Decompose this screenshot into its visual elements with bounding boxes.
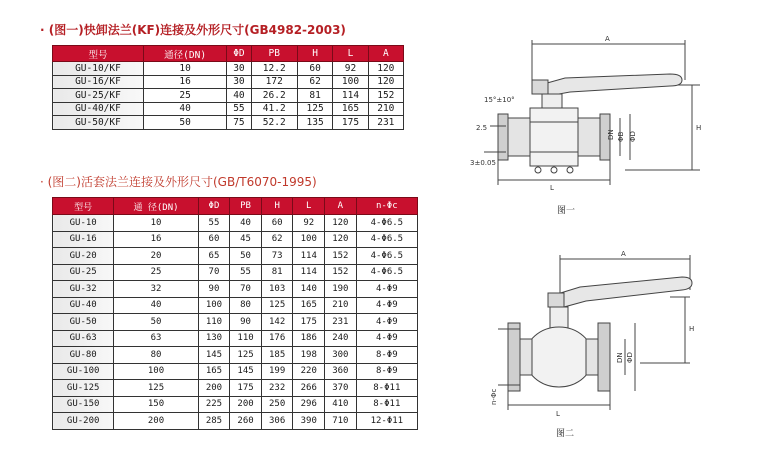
table-cell: 45 xyxy=(230,231,262,248)
table-cell: 120 xyxy=(368,75,403,89)
table-row xyxy=(53,215,418,232)
table-cell: 30 xyxy=(227,62,251,76)
table-header-row xyxy=(53,198,418,215)
table-cell: 81 xyxy=(261,264,293,281)
table-cell: 80 xyxy=(114,347,198,364)
table-cell: 220 xyxy=(293,363,325,380)
table-cell: 63 xyxy=(114,330,198,347)
table-row xyxy=(53,89,404,103)
figure1-caption: 图一 xyxy=(557,206,576,216)
table-cell: 172 xyxy=(251,75,297,89)
table-cell: 4-Φ9 xyxy=(356,314,417,331)
table-cell: 16 xyxy=(143,75,226,89)
table-cell: 142 xyxy=(261,314,293,331)
table-row xyxy=(53,281,418,298)
column-header: A xyxy=(325,198,357,215)
table-cell: 130 xyxy=(198,330,230,347)
table-cell: 114 xyxy=(333,89,368,103)
table-cell: 70 xyxy=(230,281,262,298)
table-cell: 186 xyxy=(293,330,325,347)
column-header: 通 径(DN) xyxy=(114,198,198,215)
model-cell: GU-40 xyxy=(53,297,114,314)
table-cell: 40 xyxy=(143,102,226,116)
table-cell: 100 xyxy=(198,297,230,314)
table-cell: 176 xyxy=(261,330,293,347)
table-cell: 145 xyxy=(198,347,230,364)
table-cell: 90 xyxy=(198,281,230,298)
table-cell: 12-Φ11 xyxy=(356,413,417,430)
table-cell: 145 xyxy=(230,363,262,380)
table-cell: 231 xyxy=(325,314,357,331)
table-row xyxy=(53,297,418,314)
table-cell: 41.2 xyxy=(251,102,297,116)
table-cell: 50 xyxy=(230,248,262,265)
table-cell: 125 xyxy=(261,297,293,314)
table-row xyxy=(53,264,418,281)
table-cell: 12.2 xyxy=(251,62,297,76)
model-cell: GU-50 xyxy=(53,314,114,331)
fig1-label-dim1: 2.5 xyxy=(476,124,488,132)
table-cell: 190 xyxy=(325,281,357,298)
fig1-label-dn: DN xyxy=(607,129,615,140)
table-cell: 140 xyxy=(293,281,325,298)
table-cell: 175 xyxy=(333,116,368,130)
table-row xyxy=(53,102,404,116)
fig1-label-a: A xyxy=(605,35,610,43)
table-cell: 92 xyxy=(333,62,368,76)
fig2-label-l: L xyxy=(556,410,560,418)
table-cell: 26.2 xyxy=(251,89,297,103)
table-cell: 4-Φ6.5 xyxy=(356,231,417,248)
table-cell: 306 xyxy=(261,413,293,430)
model-cell: GU-100 xyxy=(53,363,114,380)
table-cell: 285 xyxy=(198,413,230,430)
table-cell: 200 xyxy=(230,396,262,413)
table-cell: 135 xyxy=(297,116,332,130)
column-header: A xyxy=(368,46,403,62)
table-cell: 75 xyxy=(227,116,251,130)
table-cell: 266 xyxy=(293,380,325,397)
column-header: 型号 xyxy=(53,46,144,62)
table-cell: 55 xyxy=(230,264,262,281)
table-cell: 210 xyxy=(325,297,357,314)
table-cell: 390 xyxy=(293,413,325,430)
table-cell: 4-Φ9 xyxy=(356,281,417,298)
kf-flange-table xyxy=(52,45,404,130)
table-cell: 8-Φ11 xyxy=(356,380,417,397)
table-cell: 20 xyxy=(114,248,198,265)
model-cell: GU-25/KF xyxy=(53,89,144,103)
table-cell: 90 xyxy=(230,314,262,331)
table-cell: 175 xyxy=(230,380,262,397)
table-cell: 8-Φ9 xyxy=(356,363,417,380)
fig2-label-a: A xyxy=(621,250,626,258)
figure1-valve-drawing xyxy=(470,30,720,200)
table-cell: 710 xyxy=(325,413,357,430)
figure2-caption: 图二 xyxy=(556,429,575,439)
table-cell: 120 xyxy=(325,231,357,248)
table-cell: 114 xyxy=(293,264,325,281)
table-cell: 240 xyxy=(325,330,357,347)
section1-title: · (图一)快卸法兰(KF)连接及外形尺寸(GB4982-2003) xyxy=(40,23,346,37)
column-header: 通径(DN) xyxy=(143,46,226,62)
table-cell: 125 xyxy=(297,102,332,116)
table-cell: 114 xyxy=(293,248,325,265)
table-cell: 50 xyxy=(143,116,226,130)
figure2-valve-drawing xyxy=(490,245,700,425)
table-row xyxy=(53,248,418,265)
table-cell: 152 xyxy=(325,248,357,265)
table-row xyxy=(53,75,404,89)
table-cell: 296 xyxy=(293,396,325,413)
table-cell: 198 xyxy=(293,347,325,364)
column-header: L xyxy=(293,198,325,215)
table-header-row xyxy=(53,46,404,62)
table-cell: 200 xyxy=(198,380,230,397)
table-cell: 60 xyxy=(297,62,332,76)
table-cell: 70 xyxy=(198,264,230,281)
fig1-label-phib: ΦB xyxy=(617,131,625,142)
table-cell: 120 xyxy=(368,62,403,76)
table-cell: 50 xyxy=(114,314,198,331)
table-cell: 210 xyxy=(368,102,403,116)
table-cell: 52.2 xyxy=(251,116,297,130)
column-header: ΦD xyxy=(227,46,251,62)
table-cell: 103 xyxy=(261,281,293,298)
table-cell: 55 xyxy=(198,215,230,232)
model-cell: GU-80 xyxy=(53,347,114,364)
table-row xyxy=(53,314,418,331)
table-cell: 40 xyxy=(230,215,262,232)
table-cell: 81 xyxy=(297,89,332,103)
table-cell: 120 xyxy=(325,215,357,232)
column-header: ΦD xyxy=(198,198,230,215)
table-cell: 300 xyxy=(325,347,357,364)
fig1-label-h: H xyxy=(696,124,702,132)
model-cell: GU-50/KF xyxy=(53,116,144,130)
table-cell: 4-Φ6.5 xyxy=(356,215,417,232)
table-cell: 8-Φ11 xyxy=(356,396,417,413)
column-header: PB xyxy=(230,198,262,215)
table-cell: 110 xyxy=(198,314,230,331)
column-header: n-Φc xyxy=(356,198,417,215)
loose-flange-table xyxy=(52,197,418,430)
fig1-label-l: L xyxy=(550,184,554,192)
table-cell: 4-Φ6.5 xyxy=(356,248,417,265)
table-cell: 370 xyxy=(325,380,357,397)
table-cell: 231 xyxy=(368,116,403,130)
fig1-label-phid: ΦD xyxy=(629,131,637,142)
table-cell: 200 xyxy=(114,413,198,430)
table-cell: 125 xyxy=(114,380,198,397)
model-cell: GU-10 xyxy=(53,215,114,232)
model-cell: GU-63 xyxy=(53,330,114,347)
model-cell: GU-40/KF xyxy=(53,102,144,116)
table-cell: 32 xyxy=(114,281,198,298)
table-cell: 225 xyxy=(198,396,230,413)
table-cell: 152 xyxy=(368,89,403,103)
model-cell: GU-16 xyxy=(53,231,114,248)
column-header: PB xyxy=(251,46,297,62)
table-cell: 4-Φ9 xyxy=(356,330,417,347)
table-row xyxy=(53,363,418,380)
table-row xyxy=(53,396,418,413)
fig2-label-phid: ΦD xyxy=(626,352,634,363)
fig1-label-angle: 15°±10° xyxy=(484,96,515,104)
table-row xyxy=(53,347,418,364)
model-cell: GU-125 xyxy=(53,380,114,397)
table-cell: 250 xyxy=(261,396,293,413)
column-header: H xyxy=(261,198,293,215)
table-cell: 100 xyxy=(114,363,198,380)
table-cell: 25 xyxy=(114,264,198,281)
table-cell: 199 xyxy=(261,363,293,380)
table-cell: 73 xyxy=(261,248,293,265)
table-cell: 30 xyxy=(227,75,251,89)
table-cell: 92 xyxy=(293,215,325,232)
table-cell: 40 xyxy=(114,297,198,314)
fig2-label-h: H xyxy=(689,325,695,333)
table-cell: 80 xyxy=(230,297,262,314)
table-row xyxy=(53,413,418,430)
table-cell: 65 xyxy=(198,248,230,265)
fig1-label-dim2: 3±0.05 xyxy=(470,159,496,167)
table-cell: 60 xyxy=(261,215,293,232)
table-cell: 185 xyxy=(261,347,293,364)
table-row xyxy=(53,380,418,397)
table-cell: 110 xyxy=(230,330,262,347)
table-cell: 152 xyxy=(325,264,357,281)
table-cell: 62 xyxy=(261,231,293,248)
table-cell: 410 xyxy=(325,396,357,413)
table-cell: 10 xyxy=(114,215,198,232)
table-row xyxy=(53,330,418,347)
table-cell: 260 xyxy=(230,413,262,430)
table-cell: 360 xyxy=(325,363,357,380)
table-cell: 165 xyxy=(198,363,230,380)
table-row xyxy=(53,116,404,130)
column-header: 型号 xyxy=(53,198,114,215)
model-cell: GU-32 xyxy=(53,281,114,298)
model-cell: GU-25 xyxy=(53,264,114,281)
table-cell: 100 xyxy=(293,231,325,248)
table-cell: 165 xyxy=(333,102,368,116)
table-cell: 125 xyxy=(230,347,262,364)
fig2-label-nphic: n-Φc xyxy=(490,388,498,405)
model-cell: GU-16/KF xyxy=(53,75,144,89)
table-row xyxy=(53,62,404,76)
table-cell: 175 xyxy=(293,314,325,331)
table-cell: 4-Φ6.5 xyxy=(356,264,417,281)
table-cell: 150 xyxy=(114,396,198,413)
table-cell: 62 xyxy=(297,75,332,89)
model-cell: GU-20 xyxy=(53,248,114,265)
column-header: H xyxy=(297,46,332,62)
table-cell: 165 xyxy=(293,297,325,314)
table-cell: 100 xyxy=(333,75,368,89)
table-cell: 16 xyxy=(114,231,198,248)
table-cell: 10 xyxy=(143,62,226,76)
table-cell: 60 xyxy=(198,231,230,248)
table-cell: 25 xyxy=(143,89,226,103)
table-cell: 8-Φ9 xyxy=(356,347,417,364)
model-cell: GU-10/KF xyxy=(53,62,144,76)
table-cell: 40 xyxy=(227,89,251,103)
model-cell: GU-150 xyxy=(53,396,114,413)
table-cell: 55 xyxy=(227,102,251,116)
table-cell: 4-Φ9 xyxy=(356,297,417,314)
column-header: L xyxy=(333,46,368,62)
model-cell: GU-200 xyxy=(53,413,114,430)
fig2-label-dn: DN xyxy=(616,352,624,363)
section2-title: · (图二)活套法兰连接及外形尺寸(GB/T6070-1995) xyxy=(40,175,317,189)
table-cell: 232 xyxy=(261,380,293,397)
table-row xyxy=(53,231,418,248)
